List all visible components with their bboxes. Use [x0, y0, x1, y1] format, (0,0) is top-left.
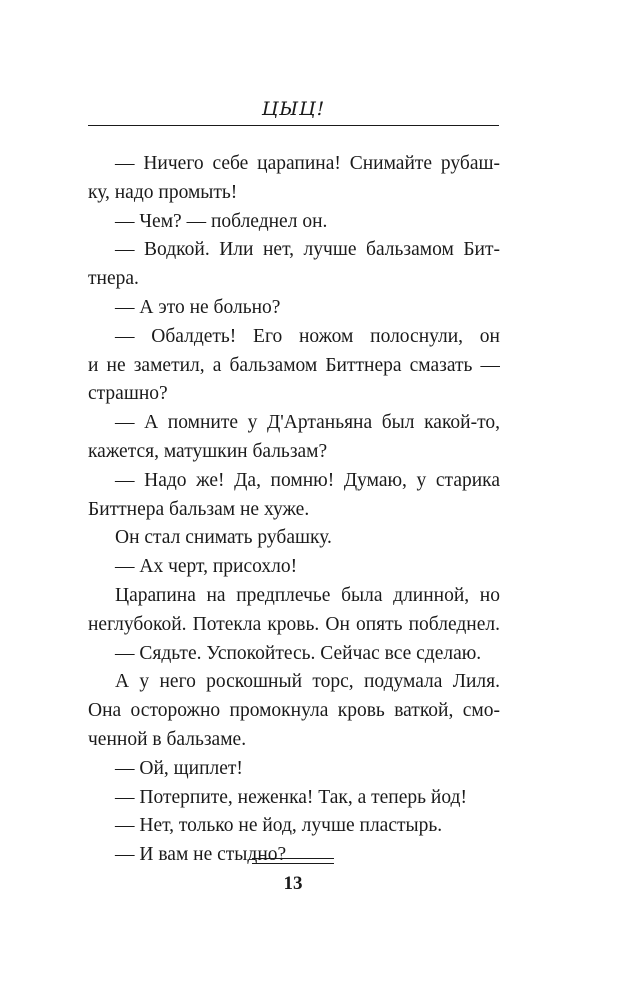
text-line: страшно?	[88, 383, 168, 405]
text-line: Биттнера бальзам не хуже.	[88, 498, 310, 520]
text-line: — Ничего себе царапина! Снимайте рубаш-	[115, 153, 500, 174]
text-line: — Надо же! Да, помню! Думаю, у старика	[115, 469, 500, 491]
text-line: кажется, матушкин бальзам?	[88, 440, 328, 462]
text-line: ченной в бальзаме.	[88, 728, 247, 750]
text-line: и не заметил, а бальзамом Биттнера смазать —	[88, 354, 500, 376]
text-line: тнера.	[88, 268, 139, 290]
header-rule	[88, 125, 499, 126]
text-line: — Ах черт, присохло!	[115, 556, 298, 578]
text-line: — Чем? — побледнел он.	[115, 210, 328, 232]
text-line: — А помните у Д'Артаньяна был какой-то,	[115, 412, 500, 434]
text-line: — Нет, только не йод, лучше пластырь.	[115, 815, 443, 837]
text-line: — Ой, щиплет!	[115, 757, 243, 779]
text-line: Он стал снимать рубашку.	[115, 527, 332, 549]
text-line: ку, надо промыть!	[88, 181, 238, 203]
text-line: Она осторожно промокнула кровь ваткой, смо-	[88, 700, 500, 722]
text-line: — Сядьте. Успокойтесь. Сейчас все сделаю.	[115, 642, 482, 664]
body-text	[88, 150, 500, 870]
text-line: — Потерпите, неженка! Так, а теперь йод!	[115, 786, 467, 808]
text-line: — А это не больно?	[115, 296, 281, 318]
text-line: — И вам не стыдно?	[115, 844, 287, 866]
footer-rule-bottom	[252, 863, 334, 864]
text-line: — Обалдеть! Его ножом полоснули, он	[115, 325, 500, 347]
text-line: неглубокой. Потекла кровь. Он опять побледнел.	[88, 613, 500, 635]
page-number: 13	[283, 873, 303, 894]
text-line: Царапина на предплечье была длинной, но	[115, 584, 500, 606]
text-line: — Водкой. Или нет, лучше бальзамом Бит-	[115, 239, 500, 261]
footer-rule-top	[252, 858, 334, 859]
running-head-title: ЦЫЦ!	[261, 98, 326, 120]
text-line: А у него роскошный торс, подумала Лиля.	[115, 671, 500, 693]
